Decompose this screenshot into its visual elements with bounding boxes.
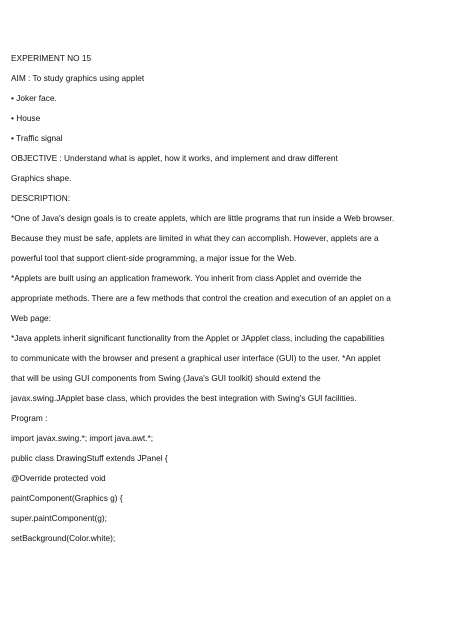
description-paragraph-line: Web page: <box>11 313 51 323</box>
description-paragraph-line: *Applets are built using an application framework. You inherit from class Applet and override the <box>11 273 362 283</box>
code-line: public class DrawingStuff extends JPanel { <box>11 453 168 463</box>
code-line: import javax.swing.*; import java.awt.*; <box>11 433 154 443</box>
description-paragraph-line: to communicate with the browser and present a graphical user interface (GUI) to the user. *An applet <box>11 353 381 363</box>
program-heading: Program : <box>11 413 48 423</box>
description-paragraph-line: appropriate methods. There are a few methods that control the creation and execution of an applet on a <box>11 293 391 303</box>
description-heading: DESCRIPTION: <box>11 193 71 203</box>
objective-line: OBJECTIVE : Understand what is applet, how it works, and implement and draw different <box>11 153 338 163</box>
description-paragraph-line: powerful tool that support client-side programming, a major issue for the Web. <box>11 253 297 263</box>
objective-continuation: Graphics shape. <box>11 173 72 183</box>
code-line: paintComponent(Graphics g) { <box>11 493 123 503</box>
aim-bullet-house: • House <box>11 113 41 123</box>
aim-bullet-joker-face: • Joker face. <box>11 93 57 103</box>
description-paragraph-line: *Java applets inherit significant functionality from the Applet or JApplet class, including the capabilities <box>11 333 385 343</box>
description-paragraph-line: *One of Java's design goals is to create applets, which are little programs that run inside a Web browser. <box>11 213 395 223</box>
code-line: setBackground(Color.white); <box>11 533 116 543</box>
description-paragraph-line: that will be using GUI components from Swing (Java's GUI toolkit) should extend the <box>11 373 321 383</box>
description-paragraph-line: Because they must be safe, applets are limited in what they can accomplish. However, applets are a <box>11 233 379 243</box>
aim-bullet-traffic-signal: • Traffic signal <box>11 133 63 143</box>
description-paragraph-line: javax.swing.JApplet base class, which provides the best integration with Swing's GUI facilities. <box>11 393 357 403</box>
code-line: @Override protected void <box>11 473 106 483</box>
experiment-title: EXPERIMENT NO 15 <box>11 53 92 63</box>
aim-line: AIM : To study graphics using applet <box>11 73 145 83</box>
code-line: super.paintComponent(g); <box>11 513 107 523</box>
